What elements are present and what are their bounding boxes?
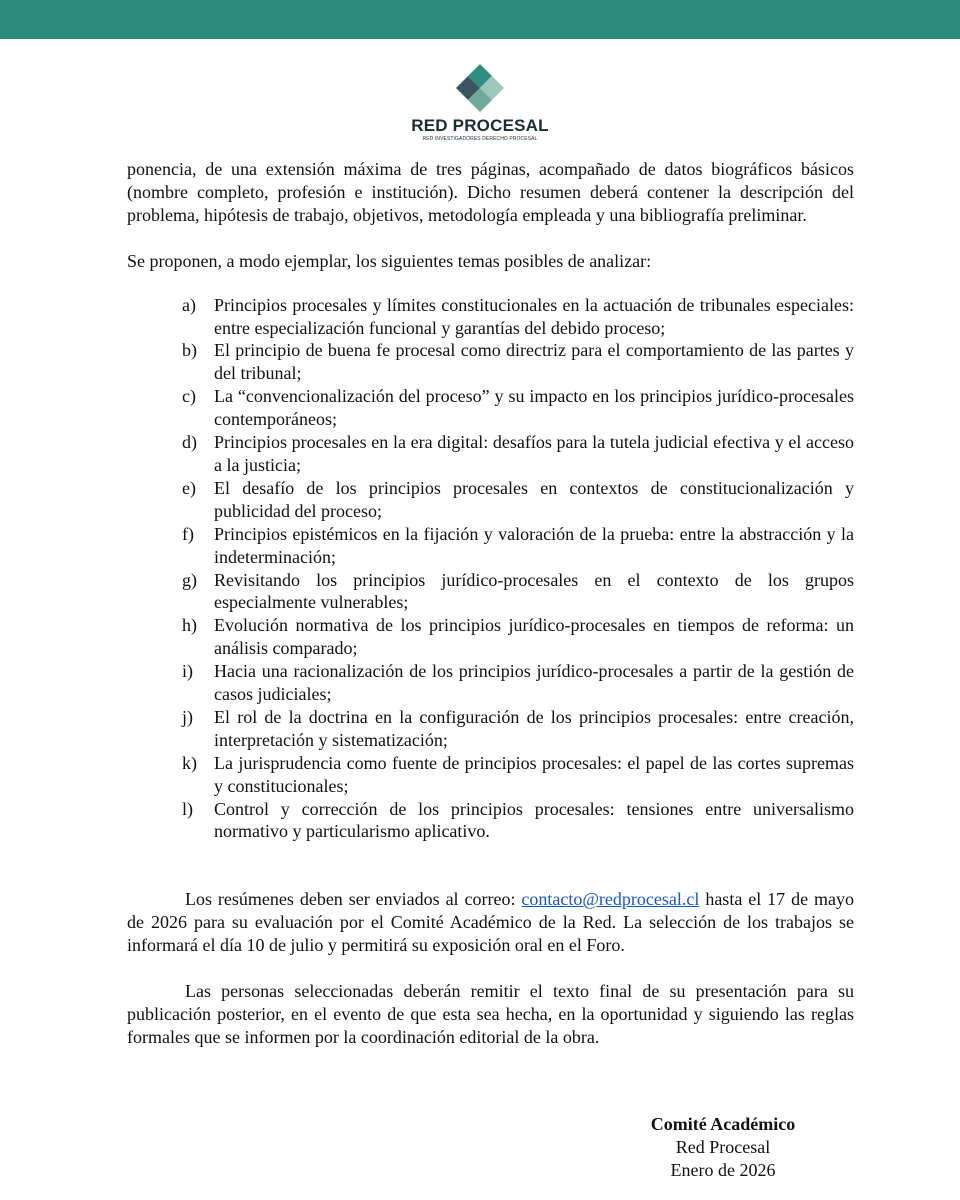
logo-subtitle: RED INVESTIGADORES DERECHO PROCESAL <box>422 136 538 142</box>
list-item-text: La “convencionalización del proceso” y su impacto en los principios jurídico-procesales contemporáneos; <box>214 386 854 430</box>
list-item <box>182 614 854 660</box>
list-item-label: i) <box>182 661 193 682</box>
list-item <box>182 569 854 615</box>
list-item-label: b) <box>182 340 197 361</box>
final-paragraph: Las personas seleccionadas deberán remitir el texto final de su presentación para su publicación posterior, en el evento de que esta sea hecha, en la oportunidad y siguiendo las reglas formales que se informen por la coordinación editorial de la obra. <box>127 981 854 1047</box>
list-item-text: Hacia una racionalización de los principios jurídico-procesales a partir de la gestión de casos judiciales; <box>214 661 854 705</box>
topics-list <box>182 294 854 844</box>
signature-block <box>560 1113 886 1182</box>
list-item <box>182 339 854 385</box>
logo-name: RED PROCESAL <box>411 116 549 135</box>
list-item-text: Control y corrección de los principios procesales: tensiones entre universalismo normativo y particularismo aplicativo. <box>214 798 854 842</box>
list-item-label: c) <box>182 386 196 407</box>
signature-title: Comité Académico <box>650 1114 796 1134</box>
list-item-text: Principios procesales y límites constitucionales en la actuación de tribunales especiales: entre especialización funcional y garantías del debido proceso; <box>214 294 854 338</box>
signature-org: Red Procesal <box>675 1137 771 1157</box>
intro-paragraph: ponencia, de una extensión máxima de tres páginas, acompañado de datos biográficos básicos (nombre completo, profesión e institución). Dicho resumen deberá contener la descripción del problema, hipótesis de trabajo, objetivos, metodología empleada y una bibliografía preliminar. <box>127 159 854 225</box>
contact-email-link[interactable]: contacto@redprocesal.cl <box>521 889 700 910</box>
list-item-text: El principio de buena fe procesal como directriz para el comportamiento de las partes y del tribunal; <box>214 340 854 384</box>
list-item <box>182 798 854 844</box>
list-item-label: h) <box>182 615 197 636</box>
diamond-logo-icon <box>456 64 504 112</box>
list-item <box>182 431 854 477</box>
list-item <box>182 523 854 569</box>
list-item-text: La jurisprudencia como fuente de principios procesales: el papel de las cortes supremas y constitucionales; <box>214 752 854 796</box>
list-item-text: El desafío de los principios procesales en contextos de constitucionalización y publicidad del proceso; <box>214 477 854 521</box>
list-item-label: j) <box>182 706 193 727</box>
list-item-label: k) <box>182 752 197 773</box>
document-body <box>127 158 854 1049</box>
list-item <box>182 752 854 798</box>
signature-date: Enero de 2026 <box>670 1160 776 1180</box>
list-item-label: d) <box>182 432 197 453</box>
list-item-text: Revisitando los principios jurídico-procesales en el contexto de los grupos especialmente vulnerables; <box>214 569 854 613</box>
list-item-text: Principios procesales en la era digital: desafíos para la tutela judicial efectiva y el acceso a la justicia; <box>214 432 854 475</box>
topics-lead: Se proponen, a modo ejemplar, los siguientes temas posibles de analizar: <box>127 250 652 271</box>
list-item <box>182 294 854 340</box>
list-item <box>182 477 854 523</box>
list-item-label: l) <box>182 798 193 819</box>
list-item-label: a) <box>182 294 196 315</box>
list-item-text: Principios epistémicos en la fijación y valoración de la prueba: entre la abstracción y la indeterminación; <box>214 523 854 567</box>
list-item <box>182 660 854 706</box>
list-item-label: g) <box>182 569 197 590</box>
logo <box>0 64 960 143</box>
header-bar <box>0 0 960 39</box>
list-item <box>182 385 854 431</box>
list-item <box>182 706 854 752</box>
submission-text-before: Los resúmenes deben ser enviados al correo: <box>185 889 522 910</box>
submission-text-after: hasta el 17 de mayo de 2026 para su evaluación por el Comité Académico de la Red. La selección de los trabajos se informará el día 10 de julio y permitirá su exposición oral en el Foro. <box>127 889 854 956</box>
list-item-label: f) <box>182 523 194 544</box>
submission-paragraph <box>127 888 854 957</box>
list-item-text: Evolución normativa de los principios jurídico-procesales en tiempos de reforma: un análisis comparado; <box>214 615 854 659</box>
list-item-label: e) <box>182 477 196 498</box>
list-item-text: El rol de la doctrina en la configuración de los principios procesales: entre creación, interpretación y sistematización; <box>214 706 854 750</box>
